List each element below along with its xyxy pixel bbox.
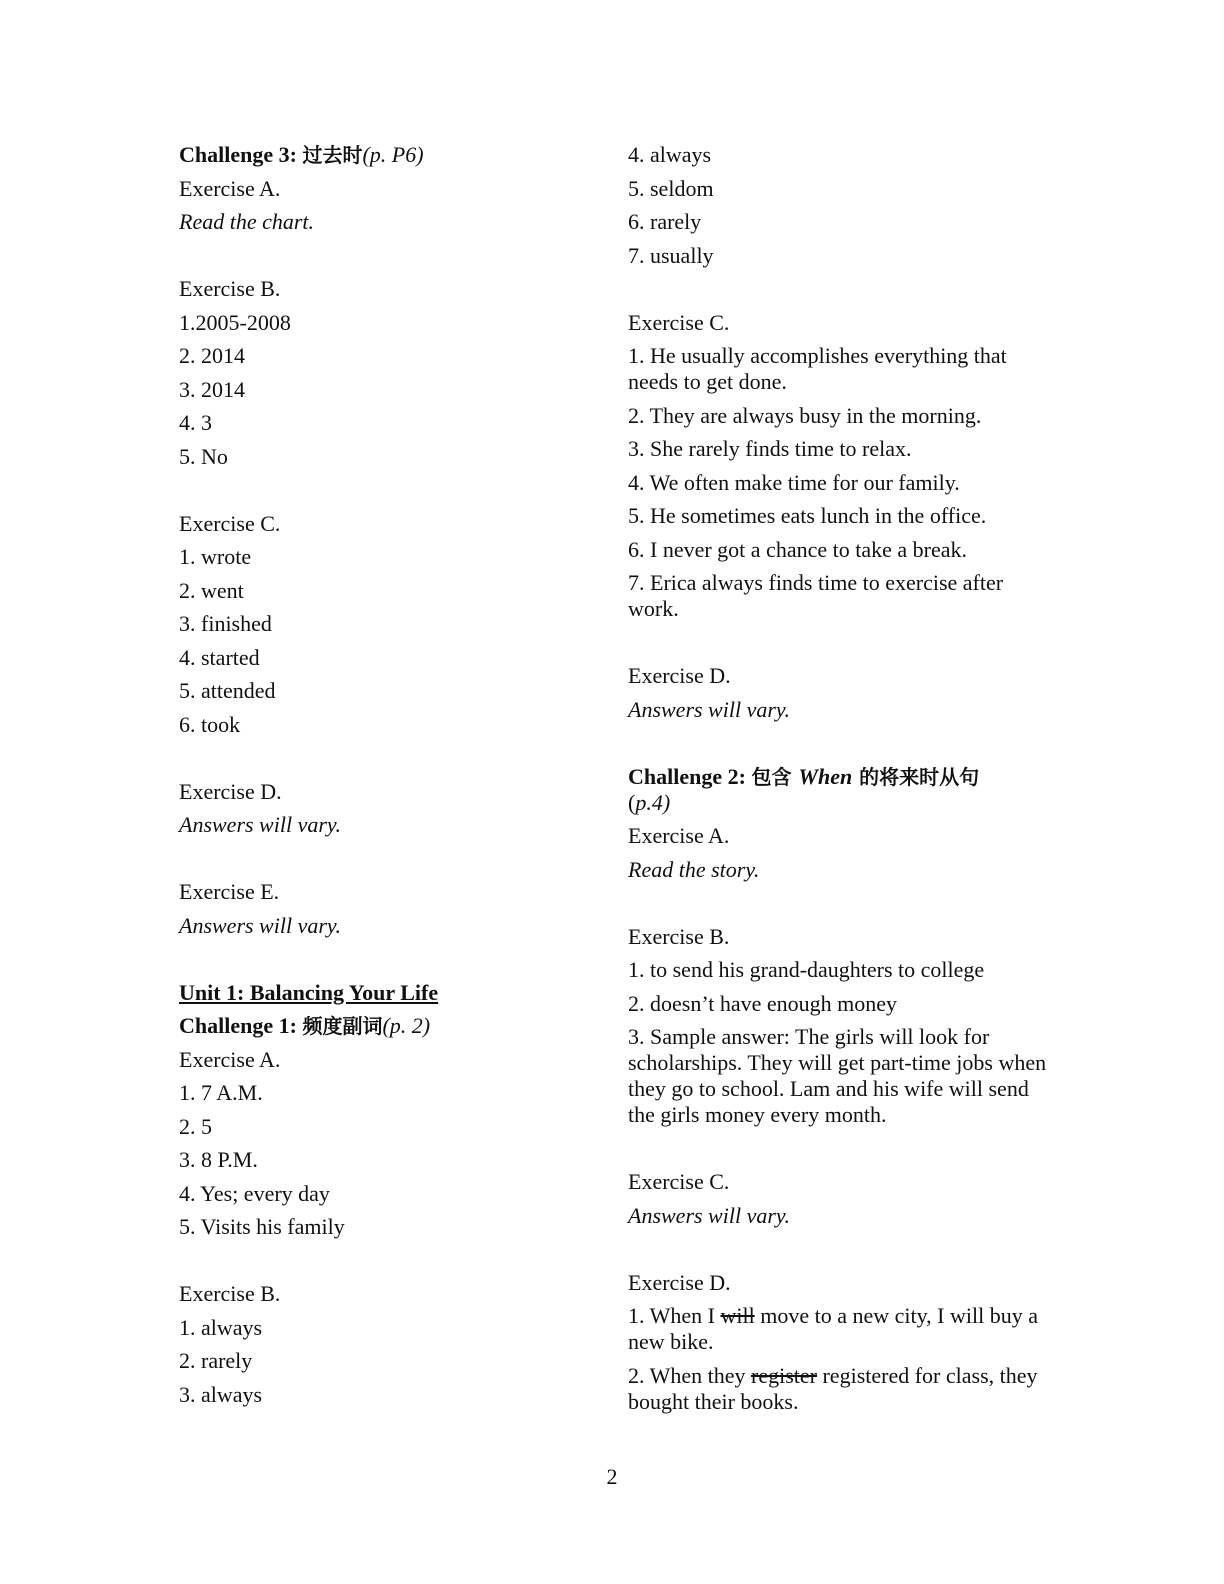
answer-item: 2. rarely: [179, 1348, 253, 1373]
answer-item: 1. When I will move to a new city, I will buy a new bike.: [628, 1303, 1038, 1354]
exercise-title: Exercise C.: [179, 510, 281, 536]
answer-item: 2. They are always busy in the morning.: [628, 402, 982, 428]
answer-item: 2. 5: [179, 1113, 212, 1139]
struck-word: register: [751, 1362, 817, 1388]
answer-item: 4. always: [628, 142, 712, 167]
challenge-topic: 频度副词: [302, 1014, 383, 1038]
answer-item: 3. She rarely finds time to relax.: [628, 436, 912, 461]
exercise-title: Exercise D.: [628, 1269, 731, 1295]
answer-item: 1. He usually accomplishes everything that needs to get done.: [628, 343, 1007, 394]
left-column: [179, 142, 599, 1415]
answer-item: 5. Visits his family: [179, 1214, 345, 1239]
answer-item: 3. 8 P.M.: [179, 1147, 258, 1172]
answer-item: 5. seldom: [628, 175, 714, 201]
page-reference: (p. P6): [362, 142, 424, 167]
answer-item: 4. 3: [179, 410, 212, 435]
answer-item: 2. 2014: [179, 343, 245, 368]
answer-item: 5. attended: [179, 678, 276, 703]
exercise-note: Answers will vary.: [628, 696, 790, 722]
page-reference: (p. 2): [382, 1013, 431, 1038]
right-column: [628, 142, 1048, 1422]
exercise-title: Exercise C.: [628, 309, 730, 335]
answer-item: 5. No: [179, 443, 228, 469]
challenge-topic: 包含: [751, 764, 799, 789]
exercise-note: Answers will vary.: [179, 812, 341, 837]
challenge-1-heading: [179, 1013, 599, 1039]
answer-item: 1. to send his grand-daughters to college: [628, 957, 985, 982]
answer-item: 3. finished: [179, 611, 272, 636]
answer-item: 1.2005-2008: [179, 309, 291, 335]
exercise-title: Exercise A.: [179, 175, 281, 201]
exercise-title: Exercise D.: [179, 778, 282, 804]
answer-item: 1. 7 A.M.: [179, 1080, 263, 1105]
answer-item: 3. 2014: [179, 376, 245, 402]
answer-item: 7. Erica always finds time to exercise after work.: [628, 570, 1004, 621]
challenge-label: Challenge 2:: [628, 763, 752, 789]
exercise-note: Answers will vary.: [628, 1202, 790, 1228]
exercise-title: Exercise A.: [628, 823, 730, 848]
answer-item: 4. Yes; every day: [179, 1180, 330, 1206]
answer-item: 6. took: [179, 711, 241, 737]
answer-item: 1. always: [179, 1314, 263, 1340]
challenge-3-heading: [179, 142, 599, 168]
struck-word: will: [720, 1303, 755, 1328]
answer-item: 3. Sample answer: The girls will look for scholarships. They will get part-time jobs when they go to school. Lam and his wife will send the girls money every month.: [628, 1024, 1047, 1127]
answer-item: 7. usually: [628, 242, 714, 268]
exercise-title: Exercise B.: [179, 276, 281, 301]
unit-heading: Unit 1: Balancing Your Life: [179, 979, 439, 1005]
challenge-topic: 过去时: [302, 143, 363, 167]
exercise-title: Exercise A.: [179, 1046, 281, 1072]
page-number: 2: [606, 1464, 618, 1489]
answer-item: 2. When they register registered for class, they bought their books.: [628, 1362, 1038, 1414]
exercise-title: Exercise B.: [628, 923, 730, 949]
exercise-title: Exercise E.: [179, 879, 280, 904]
challenge-topic: 的将来时从句: [852, 764, 980, 789]
answer-item: 5. He sometimes eats lunch in the office.: [628, 503, 987, 528]
exercise-note: Read the story.: [628, 856, 760, 882]
answer-item: 4. started: [179, 644, 260, 670]
answer-item: 1. wrote: [179, 544, 252, 569]
exercise-title: Exercise B.: [179, 1281, 281, 1306]
answer-item: 2. doesn’t have enough money: [628, 990, 898, 1016]
exercise-note: Answers will vary.: [179, 912, 341, 938]
exercise-note: Read the chart.: [179, 209, 315, 234]
exercise-title: Exercise D.: [628, 663, 731, 688]
answer-item: 3. always: [179, 1381, 263, 1407]
challenge-keyword: When: [798, 763, 853, 789]
answer-item: 4. We often make time for our family.: [628, 469, 960, 495]
challenge-label: Challenge 3:: [179, 142, 303, 167]
answer-item: 2. went: [179, 577, 244, 603]
page-reference: p.4: [635, 789, 663, 815]
challenge-2-heading: Challenge 2: 包含 When 的将来时从句 (p.4): [628, 763, 980, 815]
answer-item: 6. rarely: [628, 209, 702, 234]
challenge-label: Challenge 1:: [179, 1013, 303, 1038]
answer-item: 6. I never got a chance to take a break.: [628, 536, 967, 562]
exercise-title: Exercise C.: [628, 1169, 730, 1194]
